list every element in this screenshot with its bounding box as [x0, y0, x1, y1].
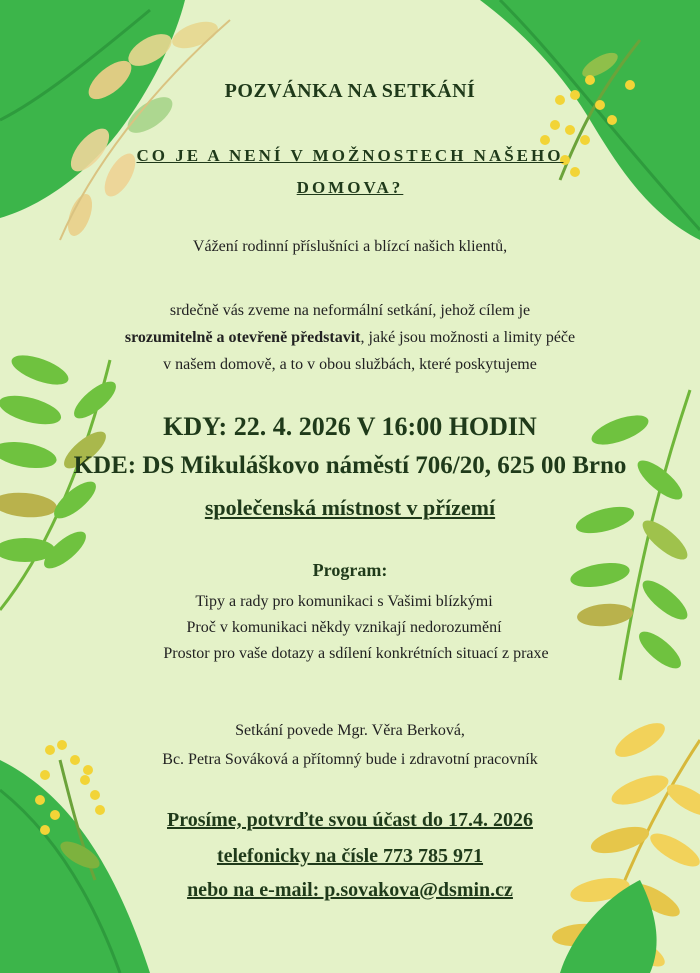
invitation-subtitle-line1: CO JE A NENÍ V MOŽNOSTECH NAŠEHO — [136, 146, 564, 165]
event-where: KDE: DS Mikuláškovo náměstí 706/20, 625 00 Brno — [73, 452, 627, 479]
paragraph-line3: v našem domově, a to v obou službách, které poskytujeme — [163, 356, 537, 373]
paragraph-line2-rest: , jaké jsou možnosti a limity péče — [360, 329, 576, 346]
program-heading: Program: — [312, 560, 388, 580]
paragraph-line2 — [0, 329, 700, 347]
lead-line1: Setkání povede Mgr. Věra Berková, — [235, 722, 465, 739]
invitation-subtitle-line2: DOMOVA? — [296, 178, 404, 197]
program-item: Proč v komunikaci někdy vznikají nedorozumění — [186, 619, 502, 636]
paragraph-line1: srdečně vás zveme na neformální setkání, jehož cílem je — [169, 302, 531, 319]
program-item: Prostor pro vaše dotazy a sdílení konkrétních situací z praxe — [163, 645, 549, 662]
rsvp-email: nebo na e-mail: p.sovakova@dsmin.cz — [187, 879, 513, 901]
event-room: společenská místnost v přízemí — [204, 495, 496, 520]
rsvp-phone: telefonicky na čísle 773 785 971 — [216, 845, 484, 867]
greeting: Vážení rodinní příslušníci a blízcí našich klientů, — [192, 238, 508, 255]
invitation-title: POZVÁNKA NA SETKÁNÍ — [224, 80, 476, 102]
paragraph-emphasis: srozumitelně a otevřeně představit — [124, 329, 361, 346]
program-item: Tipy a rady pro komunikaci s Vašimi blízkými — [195, 593, 493, 610]
event-when: KDY: 22. 4. 2026 V 16:00 HODIN — [163, 412, 537, 441]
rsvp-line1: Prosíme, potvrďte svou účast do 17.4. 2026 — [167, 809, 533, 831]
lead-line2: Bc. Petra Sováková a přítomný bude i zdravotní pracovník — [162, 751, 538, 768]
